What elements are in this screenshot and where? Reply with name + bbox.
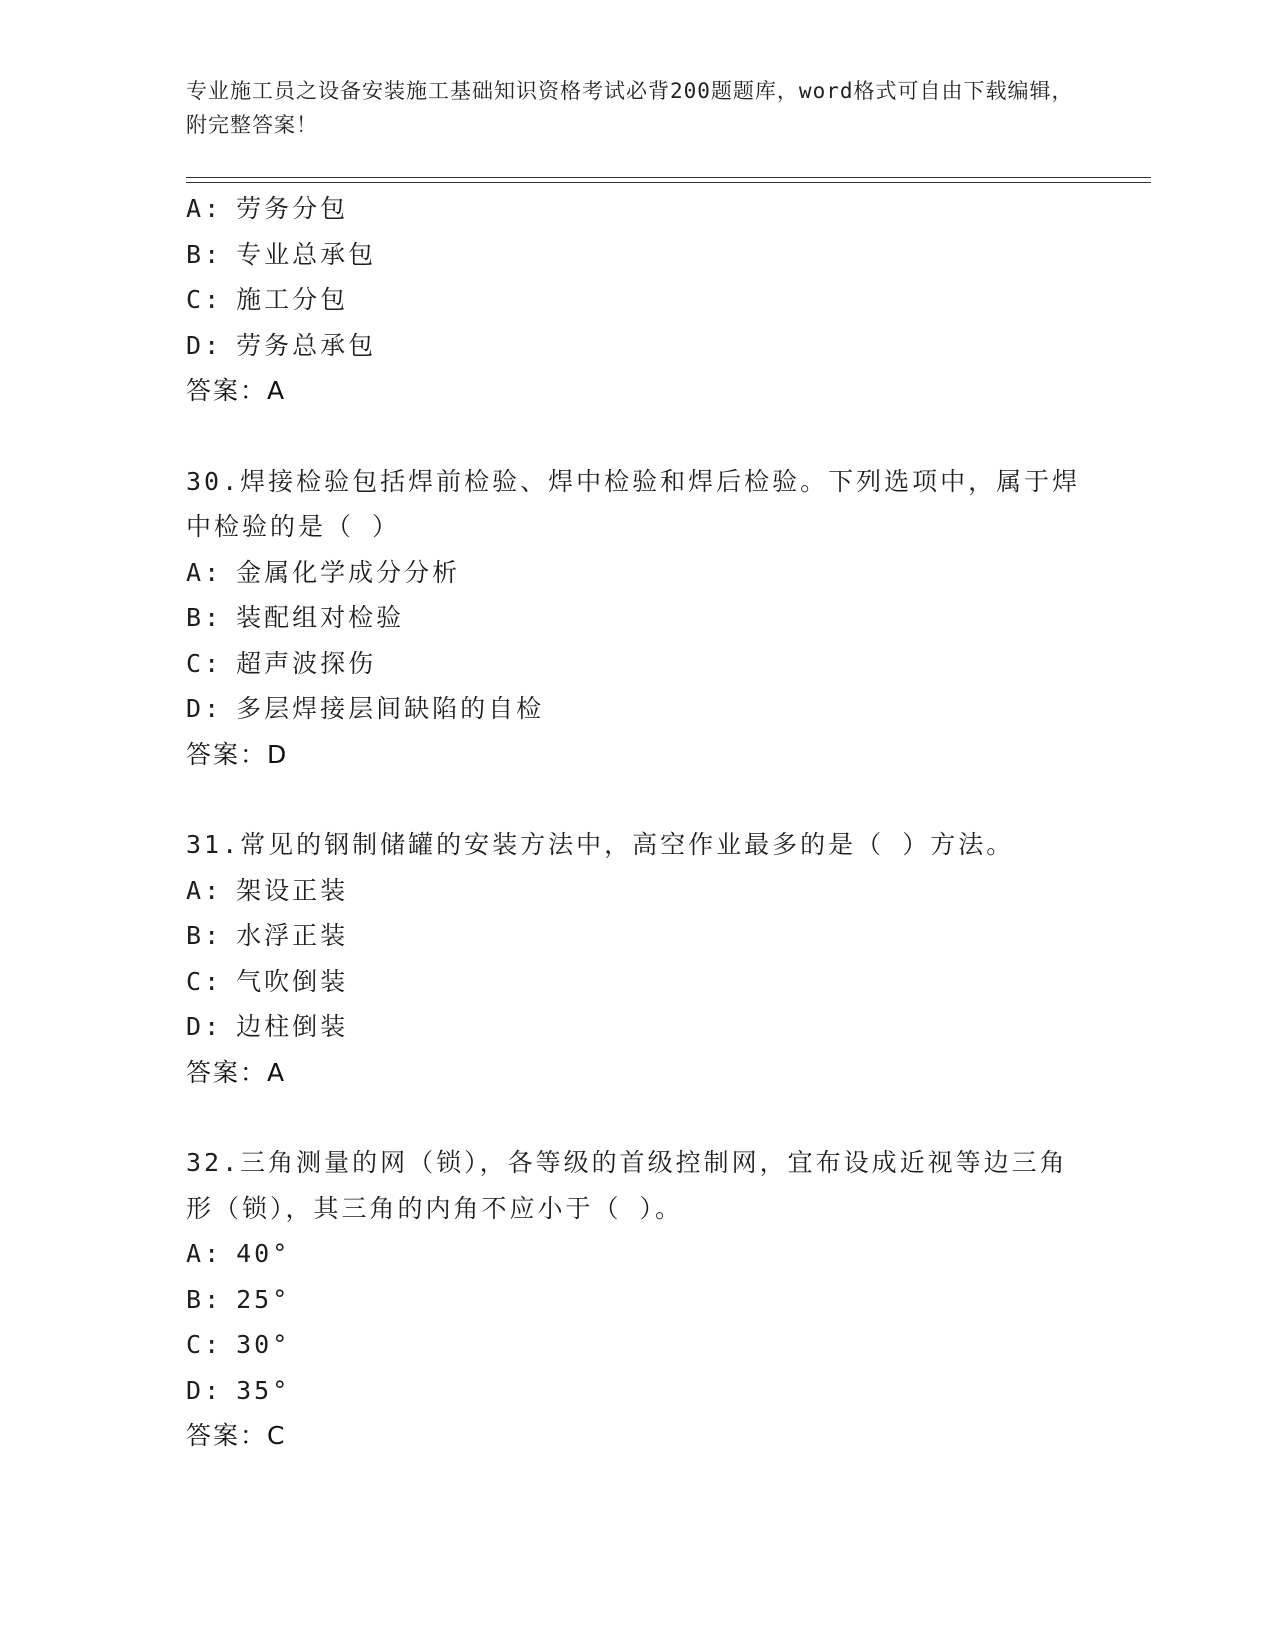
answer-value: C: [267, 1421, 287, 1450]
option-d: D: 35°: [186, 1375, 291, 1405]
option-c: C: 气吹倒装: [186, 966, 349, 996]
option-c: C: 超声波探伤: [186, 648, 377, 678]
option-c: C: 施工分包: [186, 285, 349, 314]
option-b: B: 25°: [186, 1284, 291, 1314]
answer-value: A: [267, 376, 287, 405]
answer-value: D: [267, 739, 289, 769]
option-b: B: 水浮正装: [186, 921, 349, 950]
option-a: A: 40°: [186, 1239, 291, 1268]
question-stem: 30.焊接检验包括焊前检验、焊中检验和焊后检验。下列选项中，属于焊中检验的是（ ）: [186, 466, 1081, 541]
option-d: D: 边柱倒装: [186, 1012, 349, 1041]
option-c: C: 30°: [186, 1330, 291, 1359]
option-a: A: 金属化学成分分析: [186, 557, 461, 587]
question-stem: 32.三角测量的网（锁），各等级的首级控制网，宜布设成近视等边三角形（锁），其三角的内角不应小于（ ）。: [186, 1148, 1068, 1223]
option-b: B: 装配组对检验: [186, 603, 405, 632]
header-divider-top: [186, 177, 1151, 178]
question-stem: 31.常见的钢制储罐的安装方法中，高空作业最多的是（ ）方法。: [186, 830, 1015, 859]
option-b: B: 专业总承包: [186, 239, 377, 269]
question-30: [186, 459, 1086, 778]
question-32: [186, 1140, 1086, 1459]
option-d: D: 多层焊接层间缺陷的自检: [186, 694, 545, 723]
option-a: A: 架设正装: [186, 875, 349, 905]
answer-line: 答案：C: [186, 1421, 287, 1450]
option-a: A: 劳务分包: [186, 194, 349, 223]
question-29-partial: [186, 186, 1086, 414]
answer-line: 答案：D: [186, 739, 289, 769]
question-list: [186, 186, 1086, 1459]
answer-line: 答案：A: [186, 376, 287, 405]
document-header: 专业施工员之设备安装施工基础知识资格考试必背200题题库，word格式可自由下载编辑，附完整答案！: [186, 79, 1074, 137]
answer-line: 答案：A: [186, 1057, 287, 1087]
option-d: D: 劳务总承包: [186, 330, 377, 360]
header-divider-bottom: [186, 182, 1151, 183]
answer-value: A: [267, 1057, 287, 1087]
question-31: [186, 822, 1086, 1095]
